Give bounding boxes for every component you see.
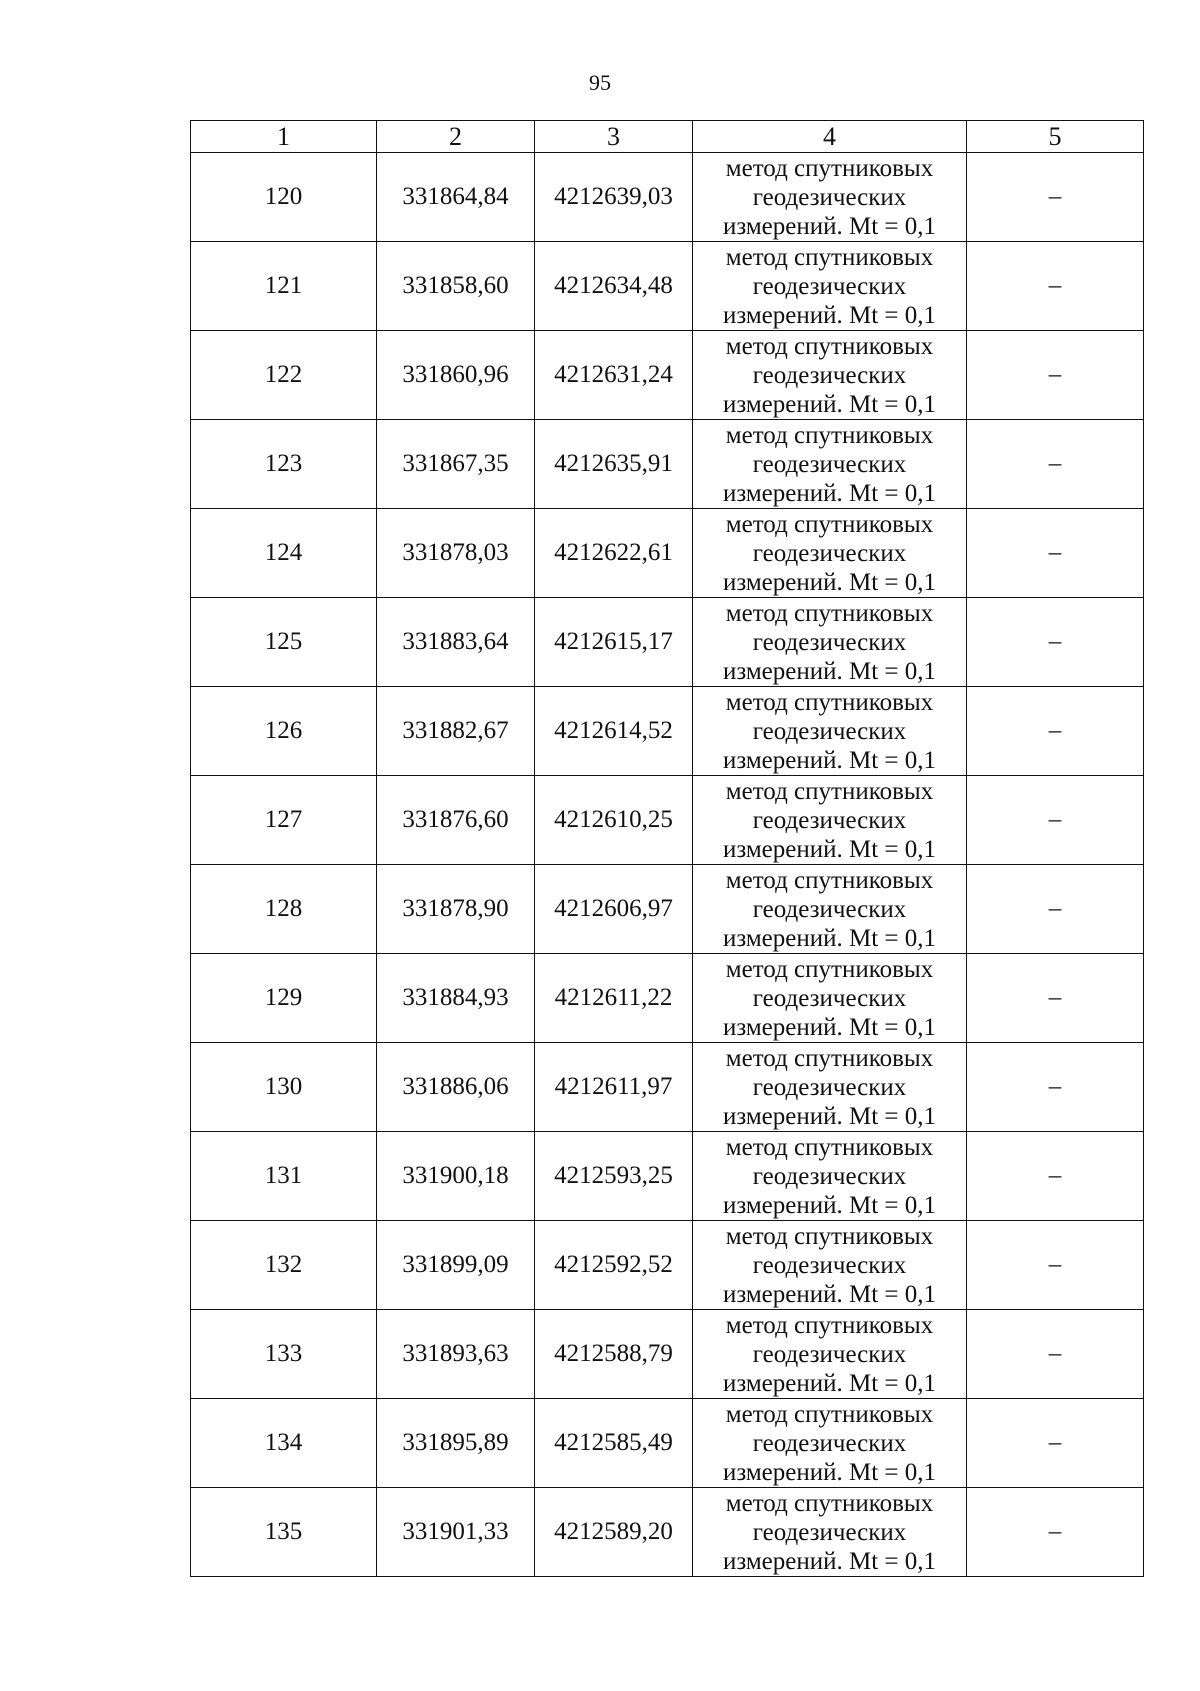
y-coordinate-cell: 4212585,49	[535, 1399, 693, 1488]
header-col-5: 5	[967, 121, 1144, 153]
method-cell	[693, 509, 967, 598]
x-coordinate-cell: 331860,96	[377, 331, 535, 420]
y-coordinate-cell: 4212589,20	[535, 1488, 693, 1577]
coordinates-table	[190, 120, 1144, 1577]
table-row	[191, 865, 1144, 954]
y-coordinate-cell: 4212634,48	[535, 242, 693, 331]
method-line: измерений. Mt = 0,1	[722, 479, 937, 507]
method-cell	[693, 1488, 967, 1577]
x-coordinate-cell: 331878,90	[377, 865, 535, 954]
y-coordinate-cell: 4212639,03	[535, 153, 693, 242]
point-number-cell: 129	[191, 954, 377, 1043]
x-coordinate-cell: 331900,18	[377, 1132, 535, 1221]
x-coordinate-cell: 331886,06	[377, 1043, 535, 1132]
method-line: геодезических	[752, 628, 907, 656]
note-cell: –	[967, 776, 1144, 865]
page-number: 95	[589, 70, 611, 95]
y-coordinate-cell: 4212635,91	[535, 420, 693, 509]
table-row	[191, 1221, 1144, 1310]
point-number-cell: 122	[191, 331, 377, 420]
method-line: измерений. Mt = 0,1	[722, 1369, 937, 1397]
table-body	[191, 153, 1144, 1577]
method-line: измерений. Mt = 0,1	[722, 835, 937, 863]
x-coordinate-cell: 331895,89	[377, 1399, 535, 1488]
method-cell	[693, 776, 967, 865]
point-number-cell: 123	[191, 420, 377, 509]
method-cell	[693, 954, 967, 1043]
method-line: геодезических	[752, 1518, 907, 1546]
method-line: геодезических	[752, 1251, 907, 1279]
y-coordinate-cell: 4212593,25	[535, 1132, 693, 1221]
note-cell: –	[967, 1221, 1144, 1310]
x-coordinate-cell: 331883,64	[377, 598, 535, 687]
method-line: метод спутниковых	[725, 1311, 934, 1339]
method-cell	[693, 598, 967, 687]
x-coordinate-cell: 331858,60	[377, 242, 535, 331]
method-cell	[693, 1043, 967, 1132]
note-cell: –	[967, 1399, 1144, 1488]
method-line: геодезических	[752, 806, 907, 834]
method-cell	[693, 1399, 967, 1488]
x-coordinate-cell: 331884,93	[377, 954, 535, 1043]
table-row	[191, 331, 1144, 420]
y-coordinate-cell: 4212622,61	[535, 509, 693, 598]
point-number-cell: 135	[191, 1488, 377, 1577]
x-coordinate-cell: 331899,09	[377, 1221, 535, 1310]
note-cell: –	[967, 153, 1144, 242]
note-cell: –	[967, 1488, 1144, 1577]
method-line: измерений. Mt = 0,1	[722, 390, 937, 418]
method-line: геодезических	[752, 539, 907, 567]
method-line: геодезических	[752, 183, 907, 211]
x-coordinate-cell: 331876,60	[377, 776, 535, 865]
method-cell	[693, 687, 967, 776]
point-number-cell: 125	[191, 598, 377, 687]
y-coordinate-cell: 4212610,25	[535, 776, 693, 865]
table-row	[191, 242, 1144, 331]
y-coordinate-cell: 4212631,24	[535, 331, 693, 420]
y-coordinate-cell: 4212611,97	[535, 1043, 693, 1132]
method-cell	[693, 153, 967, 242]
table-row	[191, 687, 1144, 776]
method-line: измерений. Mt = 0,1	[722, 657, 937, 685]
method-line: геодезических	[752, 1340, 907, 1368]
method-line: геодезических	[752, 984, 907, 1012]
note-cell: –	[967, 242, 1144, 331]
method-line: измерений. Mt = 0,1	[722, 1458, 937, 1486]
method-line: измерений. Mt = 0,1	[722, 924, 937, 952]
method-line: метод спутниковых	[725, 1222, 934, 1250]
method-cell	[693, 1132, 967, 1221]
method-line: метод спутниковых	[725, 1489, 934, 1517]
note-cell: –	[967, 1132, 1144, 1221]
point-number-cell: 132	[191, 1221, 377, 1310]
point-number-cell: 131	[191, 1132, 377, 1221]
method-line: измерений. Mt = 0,1	[722, 1013, 937, 1041]
method-line: измерений. Mt = 0,1	[722, 1547, 937, 1575]
header-col-3: 3	[535, 121, 693, 153]
note-cell: –	[967, 331, 1144, 420]
y-coordinate-cell: 4212606,97	[535, 865, 693, 954]
method-line: измерений. Mt = 0,1	[722, 1191, 937, 1219]
table-row	[191, 776, 1144, 865]
method-cell	[693, 865, 967, 954]
method-line: измерений. Mt = 0,1	[722, 212, 937, 240]
y-coordinate-cell: 4212614,52	[535, 687, 693, 776]
y-coordinate-cell: 4212611,22	[535, 954, 693, 1043]
table-row	[191, 1310, 1144, 1399]
method-cell	[693, 420, 967, 509]
method-line: метод спутниковых	[725, 688, 934, 716]
method-line: метод спутниковых	[725, 599, 934, 627]
method-line: измерений. Mt = 0,1	[722, 301, 937, 329]
y-coordinate-cell: 4212588,79	[535, 1310, 693, 1399]
method-line: измерений. Mt = 0,1	[722, 1280, 937, 1308]
note-cell: –	[967, 598, 1144, 687]
point-number-cell: 128	[191, 865, 377, 954]
point-number-cell: 133	[191, 1310, 377, 1399]
method-line: геодезических	[752, 450, 907, 478]
note-cell: –	[967, 1043, 1144, 1132]
table-row	[191, 1399, 1144, 1488]
method-cell	[693, 242, 967, 331]
point-number-cell: 120	[191, 153, 377, 242]
method-line: метод спутниковых	[725, 510, 934, 538]
method-line: метод спутниковых	[725, 1133, 934, 1161]
method-line: геодезических	[752, 272, 907, 300]
method-line: метод спутниковых	[725, 1044, 934, 1072]
table-row	[191, 420, 1144, 509]
method-line: геодезических	[752, 361, 907, 389]
x-coordinate-cell: 331901,33	[377, 1488, 535, 1577]
point-number-cell: 121	[191, 242, 377, 331]
table-row	[191, 509, 1144, 598]
method-line: геодезических	[752, 1073, 907, 1101]
y-coordinate-cell: 4212615,17	[535, 598, 693, 687]
method-line: метод спутниковых	[725, 955, 934, 983]
method-cell	[693, 1221, 967, 1310]
method-line: измерений. Mt = 0,1	[722, 746, 937, 774]
note-cell: –	[967, 865, 1144, 954]
x-coordinate-cell: 331893,63	[377, 1310, 535, 1399]
note-cell: –	[967, 954, 1144, 1043]
table-row	[191, 1488, 1144, 1577]
x-coordinate-cell: 331864,84	[377, 153, 535, 242]
point-number-cell: 124	[191, 509, 377, 598]
method-line: геодезических	[752, 1162, 907, 1190]
x-coordinate-cell: 331882,67	[377, 687, 535, 776]
method-line: метод спутниковых	[725, 421, 934, 449]
point-number-cell: 134	[191, 1399, 377, 1488]
note-cell: –	[967, 1310, 1144, 1399]
x-coordinate-cell: 331878,03	[377, 509, 535, 598]
method-line: метод спутниковых	[725, 1400, 934, 1428]
method-line: метод спутниковых	[725, 777, 934, 805]
header-col-2: 2	[377, 121, 535, 153]
y-coordinate-cell: 4212592,52	[535, 1221, 693, 1310]
table-row	[191, 1043, 1144, 1132]
method-cell	[693, 331, 967, 420]
header-col-4: 4	[693, 121, 967, 153]
method-line: измерений. Mt = 0,1	[722, 1102, 937, 1130]
header-row	[191, 121, 1144, 153]
method-line: метод спутниковых	[725, 332, 934, 360]
table-header	[191, 121, 1144, 153]
table-row	[191, 1132, 1144, 1221]
point-number-cell: 127	[191, 776, 377, 865]
table-row	[191, 954, 1144, 1043]
x-coordinate-cell: 331867,35	[377, 420, 535, 509]
table-row	[191, 598, 1144, 687]
method-line: метод спутниковых	[725, 243, 934, 271]
method-line: метод спутниковых	[725, 154, 934, 182]
method-line: геодезических	[752, 895, 907, 923]
note-cell: –	[967, 687, 1144, 776]
note-cell: –	[967, 420, 1144, 509]
header-col-1: 1	[191, 121, 377, 153]
method-line: геодезических	[752, 1429, 907, 1457]
method-line: геодезических	[752, 717, 907, 745]
point-number-cell: 126	[191, 687, 377, 776]
table-row	[191, 153, 1144, 242]
method-line: метод спутниковых	[725, 866, 934, 894]
note-cell: –	[967, 509, 1144, 598]
method-line: измерений. Mt = 0,1	[722, 568, 937, 596]
point-number-cell: 130	[191, 1043, 377, 1132]
method-cell	[693, 1310, 967, 1399]
